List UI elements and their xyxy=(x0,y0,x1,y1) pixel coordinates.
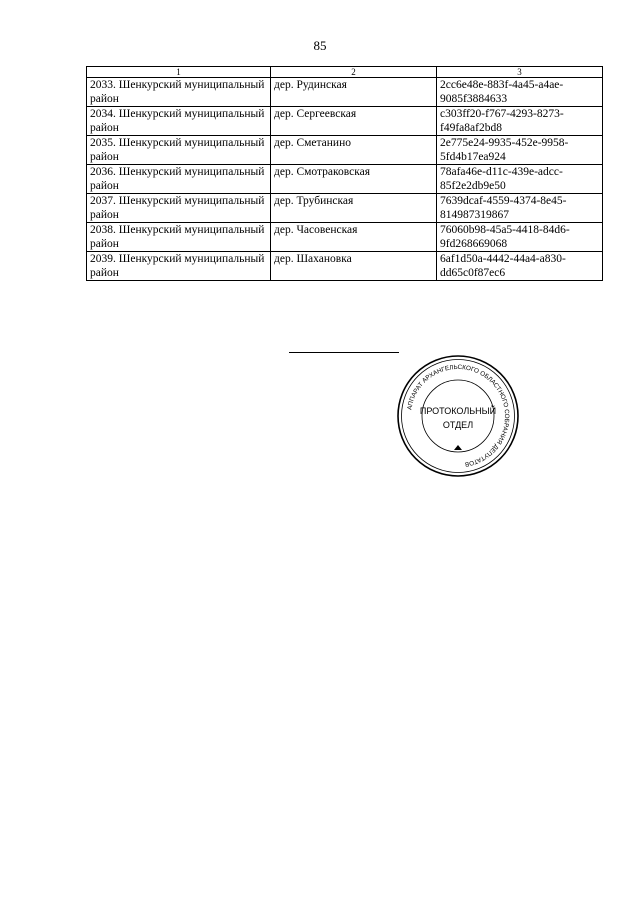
table-row xyxy=(87,165,603,194)
guid-cell: 2e775e24-9935-452e-9958-5fd4b17ea924 xyxy=(437,136,603,165)
locality-cell: дер. Шахановка xyxy=(271,252,437,281)
official-stamp xyxy=(394,352,522,480)
guid-cell: 76060b98-45a5-4418-84d6-9fd268669068 xyxy=(437,223,603,252)
column-header-2: 2 xyxy=(271,67,437,78)
district-cell: 2037. Шенкурский муниципальный район xyxy=(87,194,271,223)
locality-cell: дер. Сметанино xyxy=(271,136,437,165)
stamp-star-icon xyxy=(454,445,462,450)
table-row xyxy=(87,252,603,281)
district-cell: 2036. Шенкурский муниципальный район xyxy=(87,165,271,194)
district-cell: 2034. Шенкурский муниципальный район xyxy=(87,107,271,136)
table-row xyxy=(87,223,603,252)
column-header-1: 1 xyxy=(87,67,271,78)
guid-cell: 2cc6e48e-883f-4a45-a4ae-9085f3884633 xyxy=(437,78,603,107)
stamp-ring-text: АППАРАТ АРХАНГЕЛЬСКОГО ОБЛАСТНОГО СОБРАНИЯ ДЕПУТАТОВ xyxy=(406,363,511,468)
guid-cell: 78afa46e-d11c-439e-adcc-85f2e2db9e50 xyxy=(437,165,603,194)
locality-cell: дер. Смотраковская xyxy=(271,165,437,194)
table-row xyxy=(87,107,603,136)
table-row xyxy=(87,194,603,223)
registry-table xyxy=(86,66,603,281)
guid-cell: 7639dcaf-4559-4374-8e45-814987319867 xyxy=(437,194,603,223)
locality-cell: дер. Трубинская xyxy=(271,194,437,223)
page-number: 85 xyxy=(313,38,327,53)
district-cell: 2038. Шенкурский муниципальный район xyxy=(87,223,271,252)
stamp-center-line2: ОТДЕЛ xyxy=(442,420,474,430)
column-header-3: 3 xyxy=(437,67,603,78)
locality-cell: дер. Сергеевская xyxy=(271,107,437,136)
guid-cell: 6af1d50a-4442-44a4-a830-dd65c0f87ec6 xyxy=(437,252,603,281)
stamp-outer-ring xyxy=(398,356,518,476)
district-cell: 2035. Шенкурский муниципальный район xyxy=(87,136,271,165)
table-row xyxy=(87,78,603,107)
table-header-row xyxy=(87,67,603,78)
locality-cell: дер. Рудинская xyxy=(271,78,437,107)
stamp-center-line1: ПРОТОКОЛЬНЫЙ xyxy=(419,406,497,416)
separator-line xyxy=(289,352,399,353)
district-cell: 2033. Шенкурский муниципальный район xyxy=(87,78,271,107)
locality-cell: дер. Часовенская xyxy=(271,223,437,252)
district-cell: 2039. Шенкурский муниципальный район xyxy=(87,252,271,281)
stamp-inner-ring xyxy=(402,360,515,473)
table-row xyxy=(87,136,603,165)
guid-cell: c303ff20-f767-4293-8273-f49fa8af2bd8 xyxy=(437,107,603,136)
